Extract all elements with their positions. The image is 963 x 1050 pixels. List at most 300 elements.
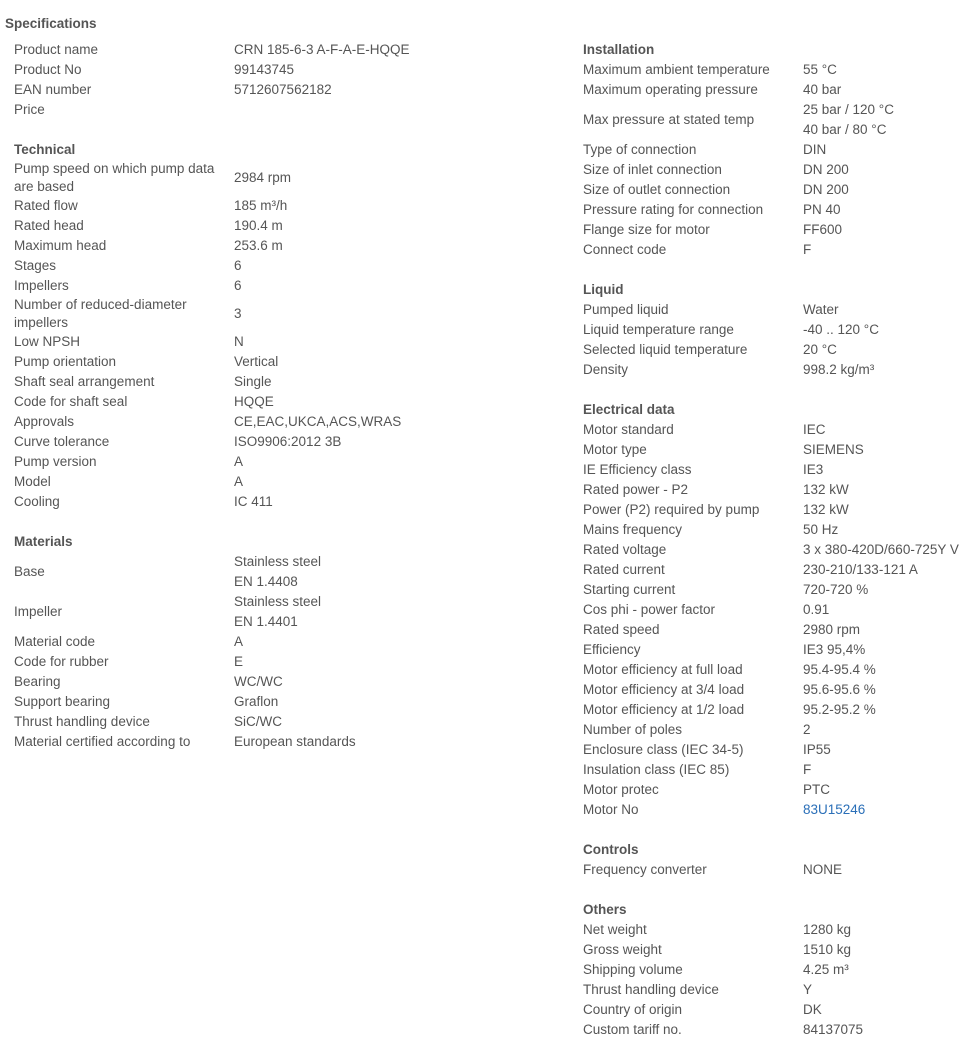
spec-label: Net weight	[583, 922, 647, 937]
spec-label: Motor efficiency at 3/4 load	[583, 682, 745, 697]
spec-value: -40 .. 120 °C	[803, 322, 879, 337]
spec-value: 185 m³/h	[234, 198, 288, 213]
spec-label: Number of poles	[583, 722, 683, 737]
spec-label: Low NPSH	[14, 334, 81, 349]
spec-label: Rated flow	[14, 198, 78, 213]
spec-values	[803, 340, 837, 360]
spec-label: Rated power - P2	[583, 482, 689, 497]
spec-label: Max pressure at stated temp	[583, 112, 755, 127]
spec-label: Product No	[14, 62, 82, 77]
spec-value: 253.6 m	[234, 238, 283, 253]
spec-value: PTC	[803, 782, 830, 797]
spec-row-rated-power-p2	[583, 480, 963, 500]
spec-row-code-for-shaft-seal	[14, 392, 554, 412]
spec-values	[234, 372, 272, 392]
spec-list	[14, 552, 554, 752]
spec-label: Number of reduced-diameter impellers	[14, 297, 187, 330]
section-technical	[14, 120, 554, 512]
section-liquid	[583, 260, 963, 380]
spec-label: Impellers	[14, 278, 69, 293]
spec-row-pump-version	[14, 452, 554, 472]
spec-values	[803, 520, 838, 540]
spec-label: Motor No	[583, 802, 639, 817]
spec-label: Custom tariff no.	[583, 1022, 682, 1037]
spec-value: SIEMENS	[803, 442, 864, 457]
spec-values	[803, 180, 849, 200]
spec-row-type-of-connection	[583, 140, 963, 160]
spec-value: WC/WC	[234, 674, 283, 689]
spec-value: 998.2 kg/m³	[803, 362, 875, 377]
spec-value: 55 °C	[803, 62, 837, 77]
spec-label: Code for rubber	[14, 654, 109, 669]
section-spacer	[583, 820, 963, 840]
spec-label: Density	[583, 362, 629, 377]
spec-row-enclosure-class-iec-34-5	[583, 740, 963, 760]
spec-values	[803, 620, 860, 640]
spec-label: IE Efficiency class	[583, 462, 692, 477]
spec-row-gross-weight	[583, 940, 963, 960]
spec-label: Cooling	[14, 494, 60, 509]
right-column	[583, 40, 963, 1040]
spec-label: Starting current	[583, 582, 676, 597]
spec-values	[803, 80, 841, 100]
section-heading: Materials	[14, 534, 73, 549]
spec-value: IEC	[803, 422, 826, 437]
spec-row-efficiency	[583, 640, 963, 660]
spec-value: Y	[803, 982, 813, 997]
spec-row-flange-size-for-motor	[583, 220, 963, 240]
spec-value: Vertical	[234, 354, 279, 369]
spec-row-starting-current	[583, 580, 963, 600]
spec-value: 50 Hz	[803, 522, 839, 537]
spec-values	[234, 472, 243, 492]
spec-label: Bearing	[14, 674, 61, 689]
spec-value: 1510 kg	[803, 942, 852, 957]
spec-values	[234, 652, 243, 672]
spec-values	[234, 276, 242, 296]
spec-row-bearing	[14, 672, 554, 692]
spec-row-selected-liquid-temperature	[583, 340, 963, 360]
spec-row-number-of-reduced-diameter-impellers	[14, 296, 554, 332]
spec-label: Connect code	[583, 242, 667, 257]
spec-row-curve-tolerance	[14, 432, 554, 452]
spec-row-maximum-ambient-temperature	[583, 60, 963, 80]
spec-label: Efficiency	[583, 642, 641, 657]
spec-value: Stainless steel	[234, 554, 322, 569]
spec-values	[234, 672, 283, 692]
spec-row-rated-voltage	[583, 540, 963, 560]
spec-row-material-certified-according-to	[14, 732, 554, 752]
spec-values	[234, 592, 321, 632]
spec-label: Product name	[14, 42, 99, 57]
spec-value: EN 1.4401	[234, 614, 298, 629]
spec-value: 99143745	[234, 62, 295, 77]
spec-values	[234, 332, 244, 352]
spec-row-maximum-head	[14, 236, 554, 256]
spec-row-rated-head	[14, 216, 554, 236]
spec-row-rated-current	[583, 560, 963, 580]
spec-label: Rated speed	[583, 622, 660, 637]
left-column	[14, 40, 554, 752]
spec-value: Graflon	[234, 694, 279, 709]
spec-label: Country of origin	[583, 1002, 683, 1017]
spec-value: 25 bar / 120 °C	[803, 102, 894, 117]
spec-values	[803, 940, 851, 960]
spec-row-cos-phi-power-factor	[583, 600, 963, 620]
spec-row-density	[583, 360, 963, 380]
spec-value: 95.2-95.2 %	[803, 702, 876, 717]
spec-row-ie-efficiency-class	[583, 460, 963, 480]
spec-values	[803, 860, 842, 880]
spec-value: 3 x 380-420D/660-725Y V	[803, 542, 959, 557]
spec-value: Water	[803, 302, 839, 317]
section-heading: Controls	[583, 842, 639, 857]
section-spacer	[14, 512, 554, 532]
page-title: Specifications	[5, 16, 97, 31]
spec-value: PN 40	[803, 202, 841, 217]
spec-list	[14, 160, 554, 512]
spec-label: Maximum operating pressure	[583, 82, 758, 97]
spec-label: Mains frequency	[583, 522, 683, 537]
spec-label: Rated current	[583, 562, 665, 577]
spec-row-motor-type	[583, 440, 963, 460]
spec-values	[803, 560, 918, 580]
spec-value: CRN 185-6-3 A-F-A-E-HQQE	[234, 42, 410, 57]
spec-label: Insulation class (IEC 85)	[583, 762, 730, 777]
spec-label: Motor standard	[583, 422, 674, 437]
spec-value: A	[234, 474, 244, 489]
spec-value: 132 kW	[803, 482, 849, 497]
spec-values	[234, 196, 287, 216]
spec-row-maximum-operating-pressure	[583, 80, 963, 100]
spec-label: Size of inlet connection	[583, 162, 722, 177]
section-heading: Others	[583, 902, 627, 917]
spec-values	[803, 1000, 822, 1020]
spec-values	[234, 392, 274, 412]
spec-label: Model	[14, 474, 51, 489]
spec-row-pumped-liquid	[583, 300, 963, 320]
spec-value: 4.25 m³	[803, 962, 849, 977]
spec-label: Rated voltage	[583, 542, 667, 557]
spec-row-frequency-converter	[583, 860, 963, 880]
spec-value: IE3	[803, 462, 824, 477]
spec-value: 95.4-95.4 %	[803, 662, 876, 677]
spec-value: FF600	[803, 222, 843, 237]
spec-label: Price	[14, 102, 45, 117]
spec-list	[583, 300, 963, 380]
spec-values	[803, 780, 830, 800]
spec-label: Curve tolerance	[14, 434, 110, 449]
spec-row-base	[14, 552, 554, 592]
spec-value: IE3 95,4%	[803, 642, 866, 657]
spec-list	[14, 40, 554, 120]
spec-label: Cos phi - power factor	[583, 602, 716, 617]
spec-values	[234, 692, 278, 712]
spec-value: 40 bar	[803, 82, 842, 97]
spec-row-connect-code	[583, 240, 963, 260]
spec-values	[234, 712, 282, 732]
spec-value: IP55	[803, 742, 831, 757]
spec-label: Material certified according to	[14, 734, 191, 749]
spec-values	[803, 680, 876, 700]
spec-values	[803, 700, 876, 720]
spec-values	[234, 168, 291, 188]
spec-row-cooling	[14, 492, 554, 512]
spec-row-low-npsh	[14, 332, 554, 352]
spec-label: Pump orientation	[14, 354, 117, 369]
spec-values	[803, 220, 842, 240]
section-others	[583, 880, 963, 1040]
spec-label: Pump version	[14, 454, 97, 469]
spec-value: ISO9906:2012 3B	[234, 434, 342, 449]
spec-value: SiC/WC	[234, 714, 282, 729]
spec-label: Support bearing	[14, 694, 111, 709]
spec-value: A	[234, 634, 244, 649]
spec-row-motor-efficiency-at-1-2-load	[583, 700, 963, 720]
spec-values	[234, 552, 321, 592]
spec-values	[803, 200, 841, 220]
spec-value: DIN	[803, 142, 827, 157]
spec-value: 2	[803, 722, 811, 737]
spec-values	[803, 240, 811, 260]
spec-label: Size of outlet connection	[583, 182, 731, 197]
spec-values	[803, 720, 811, 740]
spec-label: Pumped liquid	[583, 302, 669, 317]
spec-values	[803, 1020, 863, 1040]
spec-row-pump-orientation	[14, 352, 554, 372]
spec-label: Motor type	[583, 442, 647, 457]
spec-row-motor-efficiency-at-3-4-load	[583, 680, 963, 700]
spec-label: EAN number	[14, 82, 92, 97]
spec-row-mains-frequency	[583, 520, 963, 540]
spec-row-number-of-poles	[583, 720, 963, 740]
spec-values	[803, 440, 864, 460]
spec-values	[803, 420, 826, 440]
spec-row-power-p2-required-by-pump	[583, 500, 963, 520]
spec-row-code-for-rubber	[14, 652, 554, 672]
spec-row-thrust-handling-device	[14, 712, 554, 732]
spec-label: Type of connection	[583, 142, 697, 157]
spec-row-pump-speed-on-which-pump-data-are-based	[14, 160, 554, 196]
spec-values	[803, 160, 849, 180]
spec-values	[234, 412, 401, 432]
spec-row-country-of-origin	[583, 1000, 963, 1020]
spec-value: 5712607562182	[234, 82, 332, 97]
spec-values	[803, 320, 879, 340]
spec-value: IC 411	[234, 494, 273, 509]
spec-row-insulation-class-iec-85	[583, 760, 963, 780]
spec-label: Enclosure class (IEC 34-5)	[583, 742, 744, 757]
spec-label: Motor protec	[583, 782, 659, 797]
spec-values	[234, 216, 283, 236]
spec-values	[234, 40, 410, 60]
spec-label: Stages	[14, 258, 57, 273]
spec-label: Maximum head	[14, 238, 107, 253]
spec-label: Material code	[14, 634, 96, 649]
spec-values	[234, 452, 243, 472]
section-heading: Technical	[14, 142, 76, 157]
spec-values	[234, 352, 278, 372]
spec-row-liquid-temperature-range	[583, 320, 963, 340]
spec-value: 40 bar / 80 °C	[803, 122, 887, 137]
section-spacer	[583, 880, 963, 900]
spec-label: Pump speed on which pump data are based	[14, 161, 215, 194]
spec-label: Flange size for motor	[583, 222, 710, 237]
spec-label: Power (P2) required by pump	[583, 502, 760, 517]
spec-row-support-bearing	[14, 692, 554, 712]
spec-row-impeller	[14, 592, 554, 632]
spec-values	[803, 540, 959, 560]
spec-row-ean-number	[14, 80, 554, 100]
spec-value: EN 1.4408	[234, 574, 298, 589]
spec-row-shaft-seal-arrangement	[14, 372, 554, 392]
spec-value: 95.6-95.6 %	[803, 682, 876, 697]
spec-values	[803, 460, 823, 480]
spec-row-pressure-rating-for-connection	[583, 200, 963, 220]
spec-value-link[interactable]: 83U15246	[803, 802, 866, 817]
spec-values	[234, 60, 294, 80]
spec-row-rated-speed	[583, 620, 963, 640]
spec-label: Gross weight	[583, 942, 662, 957]
spec-label: Maximum ambient temperature	[583, 62, 770, 77]
spec-label: Liquid temperature range	[583, 322, 734, 337]
spec-value: A	[234, 454, 244, 469]
spec-value: 2980 rpm	[803, 622, 861, 637]
spec-list	[583, 860, 963, 880]
spec-value: 6	[234, 278, 242, 293]
spec-values	[234, 80, 332, 100]
spec-label: Base	[14, 564, 45, 579]
section-spacer	[583, 260, 963, 280]
spec-label: Thrust handling device	[14, 714, 150, 729]
spec-value: 6	[234, 258, 242, 273]
spec-row-motor-no	[583, 800, 963, 820]
spec-row-material-code	[14, 632, 554, 652]
spec-values	[803, 600, 829, 620]
spec-label: Thrust handling device	[583, 982, 719, 997]
section-heading: Installation	[583, 42, 655, 57]
spec-list	[583, 60, 963, 260]
spec-values	[234, 304, 242, 324]
spec-row-thrust-handling-device	[583, 980, 963, 1000]
spec-values	[803, 980, 812, 1000]
spec-row-size-of-outlet-connection	[583, 180, 963, 200]
spec-row-price	[14, 100, 554, 120]
spec-row-motor-efficiency-at-full-load	[583, 660, 963, 680]
spec-row-size-of-inlet-connection	[583, 160, 963, 180]
section-general	[14, 40, 554, 120]
spec-value: 20 °C	[803, 342, 837, 357]
spec-value: E	[234, 654, 244, 669]
spec-row-product-name	[14, 40, 554, 60]
spec-row-model	[14, 472, 554, 492]
spec-value: N	[234, 334, 244, 349]
spec-list	[583, 420, 963, 820]
spec-row-shipping-volume	[583, 960, 963, 980]
spec-value: DN 200	[803, 182, 849, 197]
spec-label: Code for shaft seal	[14, 394, 128, 409]
spec-value: European standards	[234, 734, 356, 749]
spec-value: 84137075	[803, 1022, 864, 1037]
spec-values	[803, 580, 868, 600]
spec-values	[803, 660, 876, 680]
spec-label: Pressure rating for connection	[583, 202, 764, 217]
section-electrical-data	[583, 380, 963, 820]
spec-value: DN 200	[803, 162, 849, 177]
spec-values	[234, 632, 243, 652]
spec-values	[803, 960, 849, 980]
spec-row-net-weight	[583, 920, 963, 940]
spec-label: Approvals	[14, 414, 75, 429]
spec-values	[803, 920, 851, 940]
spec-row-stages	[14, 256, 554, 276]
spec-values	[234, 732, 356, 752]
spec-value: 230-210/133-121 A	[803, 562, 918, 577]
spec-value: F	[803, 242, 812, 257]
section-spacer	[583, 380, 963, 400]
spec-values	[803, 760, 811, 780]
spec-row-motor-protec	[583, 780, 963, 800]
spec-row-max-pressure-at-stated-temp	[583, 100, 963, 140]
spec-label: Motor efficiency at 1/2 load	[583, 702, 745, 717]
spec-label: Selected liquid temperature	[583, 342, 748, 357]
section-heading: Electrical data	[583, 402, 675, 417]
spec-values	[234, 492, 273, 512]
spec-row-product-no	[14, 60, 554, 80]
section-spacer	[14, 120, 554, 140]
spec-value: 2984 rpm	[234, 170, 292, 185]
spec-label: Rated head	[14, 218, 84, 233]
spec-label: Impeller	[14, 604, 63, 619]
spec-label: Frequency converter	[583, 862, 707, 877]
spec-value: DK	[803, 1002, 822, 1017]
spec-value: HQQE	[234, 394, 274, 409]
spec-row-impellers	[14, 276, 554, 296]
spec-values	[803, 60, 837, 80]
section-controls	[583, 820, 963, 880]
spec-value: 720-720 %	[803, 582, 869, 597]
spec-value: Stainless steel	[234, 594, 322, 609]
spec-value: 1280 kg	[803, 922, 852, 937]
spec-value: F	[803, 762, 812, 777]
spec-row-custom-tariff-no	[583, 1020, 963, 1040]
spec-values	[803, 360, 874, 380]
spec-values	[803, 480, 849, 500]
spec-value: 0.91	[803, 602, 830, 617]
spec-row-motor-standard	[583, 420, 963, 440]
spec-value: 132 kW	[803, 502, 849, 517]
spec-value: NONE	[803, 862, 843, 877]
section-installation	[583, 40, 963, 260]
section-materials	[14, 512, 554, 752]
spec-label: Shaft seal arrangement	[14, 374, 155, 389]
spec-values	[234, 432, 341, 452]
spec-row-approvals	[14, 412, 554, 432]
spec-values	[803, 140, 826, 160]
spec-value: Single	[234, 374, 272, 389]
spec-values	[803, 100, 894, 140]
spec-values	[803, 500, 849, 520]
spec-values	[803, 640, 865, 660]
spec-list	[583, 920, 963, 1040]
spec-row-rated-flow	[14, 196, 554, 216]
spec-values	[234, 256, 242, 276]
spec-values	[803, 740, 831, 760]
section-heading: Liquid	[583, 282, 624, 297]
spec-values	[803, 800, 865, 820]
spec-values	[803, 300, 839, 320]
spec-value: 190.4 m	[234, 218, 283, 233]
